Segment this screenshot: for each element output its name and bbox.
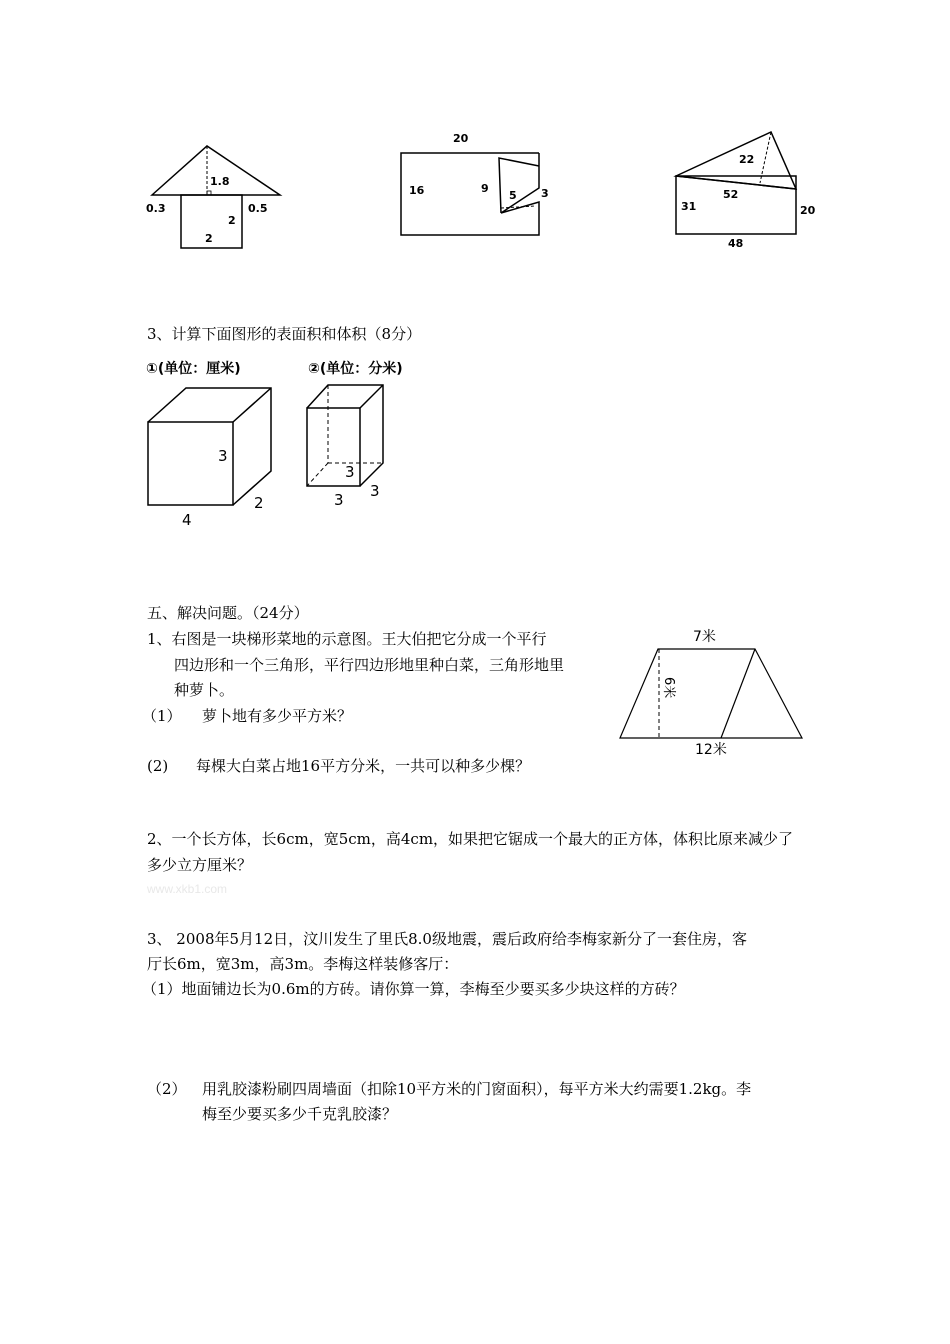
p1-line2: 四边形和一个三角形，平行四边形地里种白菜，三角形地里 — [174, 656, 565, 674]
prism-b-label: 3 — [370, 482, 380, 500]
notched-top-label: 20 — [453, 132, 469, 145]
house-left-label: 0.3 — [146, 202, 166, 215]
cuboid-depth-label: 2 — [254, 494, 264, 512]
figure-house — [140, 140, 290, 255]
cuboid-height-label: 3 — [218, 447, 228, 465]
prism-unit-label: ②(单位：分米) — [308, 361, 403, 377]
p1-line3: 种萝卜。 — [174, 681, 235, 699]
prism-a-label: 3 — [345, 463, 355, 481]
p3-line1: 3、 2008年5月12日，汶川发生了里氏8.0级地震，震后政府给李梅家新分了一套住房，客 — [147, 930, 747, 948]
p3-sub1: （1）地面铺边长为0.6m的方砖。请你算一算，李梅至少要买多少块这样的方砖？ — [142, 980, 685, 998]
house-side-label: 2 — [228, 214, 236, 227]
figure-prism — [300, 355, 440, 515]
p3-line2: 厅长6m，宽3m，高3m。李梅这样装修客厅： — [147, 955, 459, 973]
p1-sub1-num: （1） — [142, 707, 182, 725]
q3-title: 3、计算下面图形的表面积和体积（8分） — [147, 325, 422, 343]
tri-diagonal-label: 52 — [723, 188, 739, 201]
rect-bottom-label: 48 — [728, 237, 744, 250]
prism-c-label: 3 — [334, 491, 344, 509]
rect-left-label: 31 — [681, 200, 697, 213]
rect-right-label: 20 — [800, 204, 816, 217]
cuboid-unit-label: ①(单位：厘米) — [146, 361, 241, 377]
p1-line1: 1、右图是一块梯形菜地的示意图。王大伯把它分成一个平行 — [147, 630, 547, 648]
p3-sub2-line1: 用乳胶漆粉刷四周墙面（扣除10平方米的门窗面积），每平方米大约需要1.2kg。李 — [202, 1080, 752, 1098]
trapezoid-bottom-label: 12米 — [695, 742, 727, 758]
trapezoid-height-label: 6米 — [661, 677, 676, 699]
p3-sub2-line2: 梅至少要买多少千克乳胶漆？ — [202, 1105, 398, 1123]
section5-title: 五、解决问题。（24分） — [147, 604, 309, 622]
figure-trapezoid — [615, 625, 810, 760]
house-height-label: 1.8 — [210, 175, 230, 188]
p2-line2: 多少立方厘米？ — [147, 856, 253, 874]
notched-inner-label: 5 — [509, 189, 517, 202]
house-right-label: 0.5 — [248, 202, 268, 215]
cuboid-width-label: 4 — [182, 511, 192, 529]
house-bottom-label: 2 — [205, 232, 213, 245]
figure-notched-rect — [395, 128, 555, 243]
p2-line1: 2、一个长方体，长6cm，宽5cm，高4cm，如果把它锯成一个最大的正方体，体积比原来减少了 — [147, 830, 794, 848]
notched-gap-label: 3 — [541, 187, 549, 200]
trapezoid-top-label: 7米 — [693, 629, 716, 645]
p1-sub2-num: (2) — [147, 757, 169, 775]
figure-cuboid — [140, 355, 290, 535]
figure-rect-triangle — [665, 125, 830, 255]
p3-sub2-num: （2） — [147, 1080, 187, 1098]
notched-depth-label: 9 — [481, 182, 489, 195]
p1-sub2: 每棵大白菜占地16平方分米，一共可以种多少棵？ — [196, 757, 531, 775]
p1-sub1: 萝卜地有多少平方米？ — [202, 707, 353, 725]
tri-height-label: 22 — [739, 153, 755, 166]
watermark: www.xkb1.com — [147, 882, 228, 896]
notched-left-label: 16 — [409, 184, 425, 197]
